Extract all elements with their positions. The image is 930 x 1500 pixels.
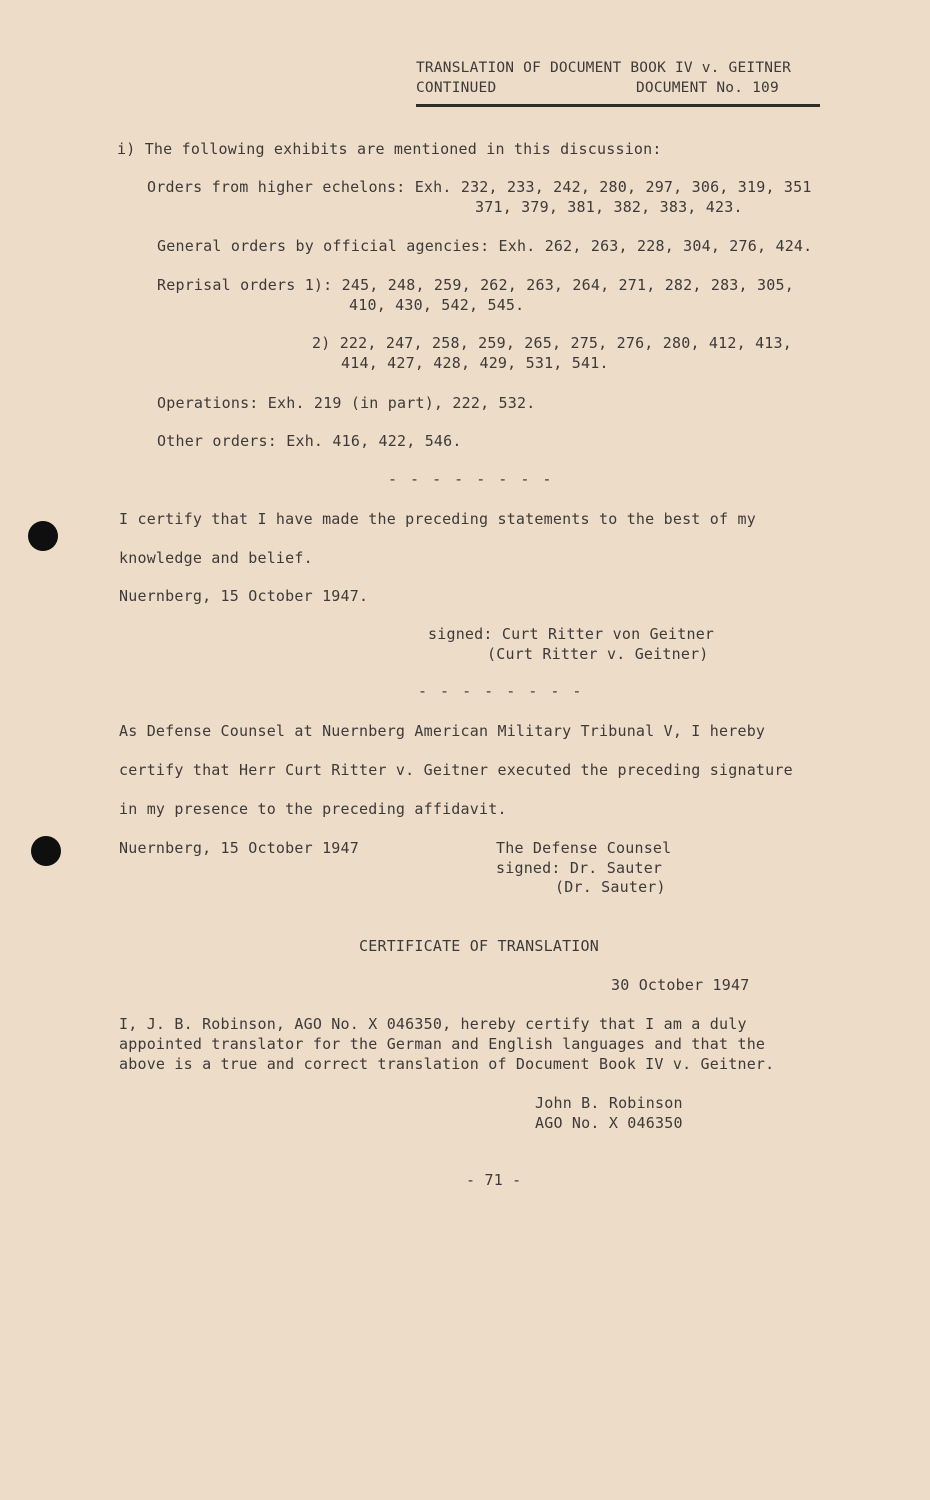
- counsel-line1: As Defense Counsel at Nuernberg American Military Tribunal V, I hereby: [119, 722, 766, 740]
- translator-ago-number: AGO No. X 046350: [535, 1114, 683, 1132]
- translation-certificate-date: 30 October 1947: [611, 976, 750, 994]
- translation-certificate-line2: appointed translator for the German and English languages and that the: [119, 1035, 766, 1053]
- counsel-place-date: Nuernberg, 15 October 1947: [119, 839, 359, 857]
- counsel-signed: signed: Dr. Sauter: [496, 859, 663, 877]
- certify-name: (Curt Ritter v. Geitner): [487, 645, 709, 663]
- certify-line2: knowledge and belief.: [119, 549, 313, 567]
- exhibits-intro: i) The following exhibits are mentioned in this discussion:: [117, 140, 662, 158]
- separator-2: - - - - - - - -: [418, 682, 584, 700]
- counsel-name: (Dr. Sauter): [555, 878, 666, 896]
- punch-hole-top: [28, 521, 58, 551]
- certify-place-date: Nuernberg, 15 October 1947.: [119, 587, 369, 605]
- higher-echelon-orders-line1: Orders from higher echelons: Exh. 232, 233, 242, 280, 297, 306, 319, 351: [147, 178, 812, 196]
- reprisal-orders-2-line2: 414, 427, 428, 429, 531, 541.: [341, 354, 609, 372]
- separator-1: - - - - - - - -: [388, 470, 554, 488]
- higher-echelon-orders-line2: 371, 379, 381, 382, 383, 423.: [475, 198, 743, 216]
- counsel-title: The Defense Counsel: [496, 839, 672, 857]
- translation-certificate-line1: I, J. B. Robinson, AGO No. X 046350, hereby certify that I am a duly: [119, 1015, 747, 1033]
- certify-line1: I certify that I have made the preceding statements to the best of my: [119, 510, 756, 528]
- counsel-line2: certify that Herr Curt Ritter v. Geitner executed the preceding signature: [119, 761, 793, 779]
- reprisal-orders-2-line1: 2) 222, 247, 258, 259, 265, 275, 276, 280, 412, 413,: [312, 334, 792, 352]
- translator-name: John B. Robinson: [535, 1094, 683, 1112]
- header-title: TRANSLATION OF DOCUMENT BOOK IV v. GEITNER: [416, 60, 792, 76]
- header-document-number: DOCUMENT No. 109: [636, 80, 779, 96]
- translation-certificate-heading: CERTIFICATE OF TRANSLATION: [359, 937, 599, 955]
- page-number: - 71 -: [466, 1171, 522, 1189]
- other-orders: Other orders: Exh. 416, 422, 546.: [157, 432, 462, 450]
- operations-exhibits: Operations: Exh. 219 (in part), 222, 532.: [157, 394, 536, 412]
- header-rule: [416, 104, 820, 107]
- certify-signed: signed: Curt Ritter von Geitner: [428, 625, 715, 643]
- reprisal-orders-1-line2: 410, 430, 542, 545.: [349, 296, 525, 314]
- counsel-line3: in my presence to the preceding affidavit.: [119, 800, 507, 818]
- header-continued: CONTINUED: [416, 80, 497, 96]
- general-orders: General orders by official agencies: Exh. 262, 263, 228, 304, 276, 424.: [157, 237, 813, 255]
- punch-hole-bottom: [31, 836, 61, 866]
- reprisal-orders-1-line1: Reprisal orders 1): 245, 248, 259, 262, 263, 264, 271, 282, 283, 305,: [157, 276, 794, 294]
- translation-certificate-line3: above is a true and correct translation of Document Book IV v. Geitner.: [119, 1055, 775, 1073]
